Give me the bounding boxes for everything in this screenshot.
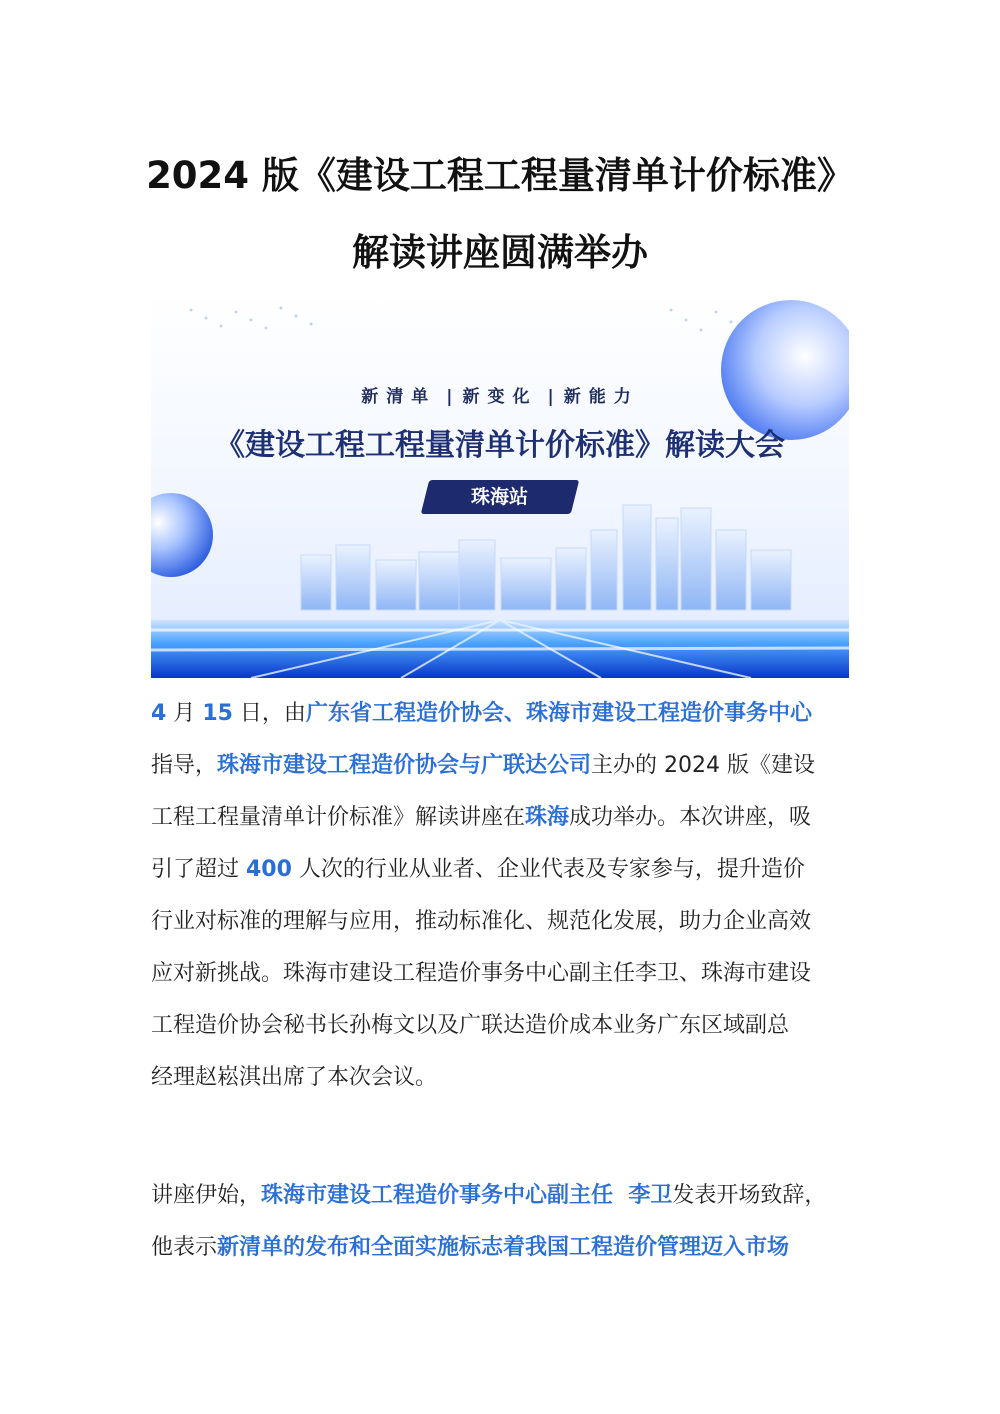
banner-tagline [151, 382, 849, 407]
tagline-separator: | [547, 387, 554, 407]
guiding-organizations: 广东省工程造价协会、珠海市建设工程造价事务中心 [305, 701, 812, 726]
paragraph-line [151, 1222, 851, 1274]
tagline-separator: | [446, 387, 453, 407]
event-banner-image [151, 290, 849, 678]
article-paragraph-1 [151, 688, 851, 1104]
host-organizations: 珠海市建设工程造价协会与广联达公司 [217, 753, 592, 778]
paragraph-line: 行业对标准的理解与应用，推动标准化、规范化发展，助力企业高效 [151, 909, 812, 934]
venue-city: 珠海 [525, 805, 570, 830]
paragraph-line: 工程造价协会秘书长孙梅文以及广联达造价成本业务广东区域副总 [151, 1013, 790, 1038]
paragraph-line [151, 740, 851, 792]
station-label: 珠海站 [471, 486, 529, 508]
text-run: 人次的行业从业者、企业代表及专家参与，提升造价 [291, 857, 805, 882]
paragraph-line [151, 1170, 851, 1222]
paragraph-line: 应对新挑战。珠海市建设工程造价事务中心副主任李卫、珠海市建设 [151, 961, 812, 986]
paragraph-line [151, 792, 851, 844]
text-run: 日，由 [232, 701, 306, 726]
tagline-item: 新能力 [563, 387, 639, 407]
tagline-item: 新清单 [361, 387, 437, 407]
tagline-item: 新变化 [462, 387, 538, 407]
text-run: 引了超过 [151, 857, 246, 882]
text-run: 讲座伊始， [151, 1183, 262, 1208]
text-run: 成功举办。本次讲座，吸 [569, 805, 812, 830]
title-line-1: 2024 版《建设工程工程量清单计价标准》 [146, 154, 854, 197]
banner-station-badge [421, 480, 579, 514]
paragraph-line [151, 844, 851, 896]
paragraph-line [151, 688, 851, 740]
text-run: 工程工程量清单计价标准》解读讲座在 [151, 805, 526, 830]
text-run: 他表示 [151, 1235, 218, 1260]
paragraph-line: 经理赵崧淇出席了本次会议。 [151, 1065, 438, 1090]
text-run: 发表开场致辞， [672, 1183, 827, 1208]
text-run: 主办的 2024 版《建设 [591, 753, 816, 778]
title-line-2: 解读讲座圆满举办 [352, 231, 648, 274]
text-run: 指导， [151, 753, 218, 778]
key-statement: 新清单的发布和全面实施标志着我国工程造价管理迈入市场 [217, 1235, 790, 1260]
article-paragraph-2 [151, 1170, 851, 1274]
date-month: 4 [151, 701, 167, 726]
banner-headline: 《建设工程工程量清单计价标准》解读大会 [215, 428, 785, 463]
date-day: 15 [202, 701, 233, 726]
attendee-count: 400 [246, 857, 292, 882]
speaker-name: 珠海市建设工程造价事务中心副主任 李卫 [261, 1183, 673, 1208]
text-run: 月 [166, 701, 203, 726]
